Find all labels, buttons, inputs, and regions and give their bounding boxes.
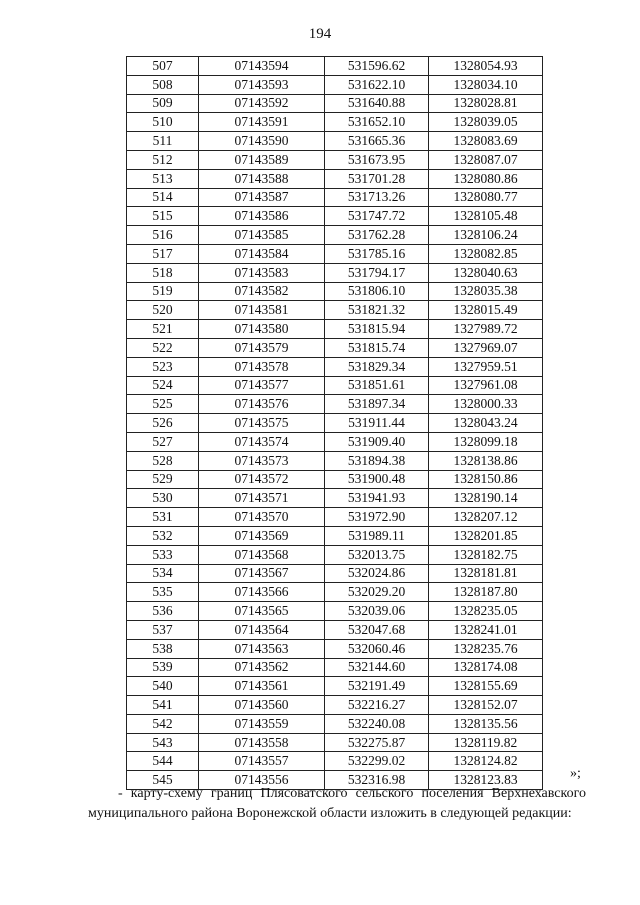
x-coordinate-cell: 531640.88 [325, 94, 429, 113]
point-number-cell: 521 [127, 320, 199, 339]
table-row [127, 207, 543, 226]
x-coordinate-cell: 531794.17 [325, 263, 429, 282]
x-coordinate-cell: 531829.34 [325, 357, 429, 376]
table-row [127, 414, 543, 433]
point-code-cell: 07143591 [199, 113, 325, 132]
point-code-cell: 07143587 [199, 188, 325, 207]
y-coordinate-cell: 1328207.12 [429, 508, 543, 527]
point-code-cell: 07143568 [199, 545, 325, 564]
point-number-cell: 532 [127, 526, 199, 545]
coordinates-table [126, 56, 543, 790]
point-number-cell: 543 [127, 733, 199, 752]
x-coordinate-cell: 532216.27 [325, 696, 429, 715]
point-code-cell: 07143564 [199, 620, 325, 639]
point-number-cell: 527 [127, 432, 199, 451]
x-coordinate-cell: 532060.46 [325, 639, 429, 658]
point-code-cell: 07143566 [199, 583, 325, 602]
point-code-cell: 07143560 [199, 696, 325, 715]
point-code-cell: 07143557 [199, 752, 325, 771]
point-code-cell: 07143592 [199, 94, 325, 113]
point-number-cell: 533 [127, 545, 199, 564]
table-row [127, 583, 543, 602]
point-number-cell: 524 [127, 376, 199, 395]
y-coordinate-cell: 1328119.82 [429, 733, 543, 752]
x-coordinate-cell: 532029.20 [325, 583, 429, 602]
point-number-cell: 539 [127, 658, 199, 677]
table-row [127, 113, 543, 132]
table-row [127, 677, 543, 696]
y-coordinate-cell: 1327989.72 [429, 320, 543, 339]
point-number-cell: 525 [127, 395, 199, 414]
y-coordinate-cell: 1328106.24 [429, 226, 543, 245]
x-coordinate-cell: 531596.62 [325, 57, 429, 76]
x-coordinate-cell: 531652.10 [325, 113, 429, 132]
x-coordinate-cell: 531909.40 [325, 432, 429, 451]
point-code-cell: 07143563 [199, 639, 325, 658]
point-code-cell: 07143589 [199, 150, 325, 169]
table-row [127, 620, 543, 639]
table-row [127, 508, 543, 527]
point-number-cell: 534 [127, 564, 199, 583]
point-number-cell: 535 [127, 583, 199, 602]
y-coordinate-cell: 1328190.14 [429, 489, 543, 508]
point-number-cell: 520 [127, 301, 199, 320]
y-coordinate-cell: 1328082.85 [429, 244, 543, 263]
x-coordinate-cell: 531989.11 [325, 526, 429, 545]
table-row [127, 470, 543, 489]
point-number-cell: 512 [127, 150, 199, 169]
x-coordinate-cell: 532047.68 [325, 620, 429, 639]
point-code-cell: 07143577 [199, 376, 325, 395]
y-coordinate-cell: 1328187.80 [429, 583, 543, 602]
x-coordinate-cell: 532013.75 [325, 545, 429, 564]
table-row [127, 752, 543, 771]
point-number-cell: 522 [127, 338, 199, 357]
y-coordinate-cell: 1328039.05 [429, 113, 543, 132]
table-row [127, 357, 543, 376]
point-number-cell: 541 [127, 696, 199, 715]
y-coordinate-cell: 1328150.86 [429, 470, 543, 489]
point-number-cell: 519 [127, 282, 199, 301]
x-coordinate-cell: 532039.06 [325, 602, 429, 621]
y-coordinate-cell: 1328000.33 [429, 395, 543, 414]
y-coordinate-cell: 1328235.05 [429, 602, 543, 621]
point-code-cell: 07143558 [199, 733, 325, 752]
x-coordinate-cell: 531622.10 [325, 75, 429, 94]
y-coordinate-cell: 1328080.77 [429, 188, 543, 207]
y-coordinate-cell: 1327961.08 [429, 376, 543, 395]
table-row [127, 226, 543, 245]
point-code-cell: 07143579 [199, 338, 325, 357]
point-code-cell: 07143572 [199, 470, 325, 489]
table-row [127, 150, 543, 169]
coordinates-table-body [127, 57, 543, 790]
x-coordinate-cell: 531701.28 [325, 169, 429, 188]
y-coordinate-cell: 1328087.07 [429, 150, 543, 169]
table-row [127, 696, 543, 715]
table-row [127, 338, 543, 357]
point-code-cell: 07143585 [199, 226, 325, 245]
y-coordinate-cell: 1327959.51 [429, 357, 543, 376]
table-row [127, 188, 543, 207]
table-row [127, 282, 543, 301]
point-number-cell: 526 [127, 414, 199, 433]
point-number-cell: 513 [127, 169, 199, 188]
table-row [127, 714, 543, 733]
point-code-cell: 07143573 [199, 451, 325, 470]
x-coordinate-cell: 532191.49 [325, 677, 429, 696]
point-code-cell: 07143588 [199, 169, 325, 188]
point-number-cell: 529 [127, 470, 199, 489]
point-number-cell: 507 [127, 57, 199, 76]
y-coordinate-cell: 1328083.69 [429, 132, 543, 151]
point-code-cell: 07143582 [199, 282, 325, 301]
table-row [127, 132, 543, 151]
x-coordinate-cell: 531785.16 [325, 244, 429, 263]
table-row [127, 301, 543, 320]
table-row [127, 320, 543, 339]
point-number-cell: 523 [127, 357, 199, 376]
y-coordinate-cell: 1328155.69 [429, 677, 543, 696]
table-row [127, 526, 543, 545]
y-coordinate-cell: 1328015.49 [429, 301, 543, 320]
point-number-cell: 545 [127, 771, 199, 790]
point-number-cell: 528 [127, 451, 199, 470]
point-code-cell: 07143561 [199, 677, 325, 696]
point-number-cell: 537 [127, 620, 199, 639]
x-coordinate-cell: 532299.02 [325, 752, 429, 771]
point-code-cell: 07143583 [199, 263, 325, 282]
table-row [127, 545, 543, 564]
closing-quote-mark: »; [570, 766, 581, 781]
y-coordinate-cell: 1328028.81 [429, 94, 543, 113]
y-coordinate-cell: 1328235.76 [429, 639, 543, 658]
x-coordinate-cell: 531673.95 [325, 150, 429, 169]
x-coordinate-cell: 531894.38 [325, 451, 429, 470]
x-coordinate-cell: 531941.93 [325, 489, 429, 508]
point-code-cell: 07143575 [199, 414, 325, 433]
x-coordinate-cell: 532240.08 [325, 714, 429, 733]
point-code-cell: 07143565 [199, 602, 325, 621]
x-coordinate-cell: 531815.74 [325, 338, 429, 357]
point-code-cell: 07143581 [199, 301, 325, 320]
table-row [127, 489, 543, 508]
point-code-cell: 07143580 [199, 320, 325, 339]
table-row [127, 263, 543, 282]
body-paragraph [88, 784, 586, 824]
y-coordinate-cell: 1328174.08 [429, 658, 543, 677]
point-code-cell: 07143586 [199, 207, 325, 226]
y-coordinate-cell: 1328105.48 [429, 207, 543, 226]
point-number-cell: 515 [127, 207, 199, 226]
point-number-cell: 508 [127, 75, 199, 94]
table-row [127, 75, 543, 94]
y-coordinate-cell: 1328035.38 [429, 282, 543, 301]
page-number: 194 [308, 26, 332, 42]
x-coordinate-cell: 532275.87 [325, 733, 429, 752]
point-code-cell: 07143578 [199, 357, 325, 376]
point-number-cell: 518 [127, 263, 199, 282]
x-coordinate-cell: 531713.26 [325, 188, 429, 207]
point-number-cell: 544 [127, 752, 199, 771]
table-row [127, 602, 543, 621]
point-code-cell: 07143576 [199, 395, 325, 414]
point-number-cell: 540 [127, 677, 199, 696]
y-coordinate-cell: 1328152.07 [429, 696, 543, 715]
x-coordinate-cell: 532144.60 [325, 658, 429, 677]
point-number-cell: 511 [127, 132, 199, 151]
y-coordinate-cell: 1328124.82 [429, 752, 543, 771]
table-row [127, 94, 543, 113]
table-row [127, 244, 543, 263]
point-code-cell: 07143567 [199, 564, 325, 583]
point-number-cell: 517 [127, 244, 199, 263]
point-number-cell: 538 [127, 639, 199, 658]
y-coordinate-cell: 1328054.93 [429, 57, 543, 76]
table-row [127, 733, 543, 752]
x-coordinate-cell: 531900.48 [325, 470, 429, 489]
y-coordinate-cell: 1328080.86 [429, 169, 543, 188]
point-number-cell: 510 [127, 113, 199, 132]
point-code-cell: 07143570 [199, 508, 325, 527]
point-code-cell: 07143556 [199, 771, 325, 790]
point-code-cell: 07143590 [199, 132, 325, 151]
table-row [127, 395, 543, 414]
point-code-cell: 07143562 [199, 658, 325, 677]
y-coordinate-cell: 1328135.56 [429, 714, 543, 733]
point-number-cell: 516 [127, 226, 199, 245]
point-code-cell: 07143584 [199, 244, 325, 263]
point-code-cell: 07143571 [199, 489, 325, 508]
y-coordinate-cell: 1328181.81 [429, 564, 543, 583]
y-coordinate-cell: 1328138.86 [429, 451, 543, 470]
x-coordinate-cell: 532316.98 [325, 771, 429, 790]
table-row [127, 658, 543, 677]
x-coordinate-cell: 531806.10 [325, 282, 429, 301]
y-coordinate-cell: 1328034.10 [429, 75, 543, 94]
x-coordinate-cell: 531972.90 [325, 508, 429, 527]
x-coordinate-cell: 531815.94 [325, 320, 429, 339]
table-row [127, 169, 543, 188]
point-code-cell: 07143559 [199, 714, 325, 733]
point-number-cell: 514 [127, 188, 199, 207]
x-coordinate-cell: 531762.28 [325, 226, 429, 245]
y-coordinate-cell: 1328040.63 [429, 263, 543, 282]
point-code-cell: 07143594 [199, 57, 325, 76]
table-row [127, 564, 543, 583]
x-coordinate-cell: 531897.34 [325, 395, 429, 414]
y-coordinate-cell: 1328123.83 [429, 771, 543, 790]
table-row [127, 57, 543, 76]
x-coordinate-cell: 531821.32 [325, 301, 429, 320]
y-coordinate-cell: 1328099.18 [429, 432, 543, 451]
body-paragraph-text: - карту-схему границ Плясоватского сельского поселения Верхнехавского муниципального района Воронежской области изложить в следующей редакции: [88, 786, 586, 821]
x-coordinate-cell: 531911.44 [325, 414, 429, 433]
point-code-cell: 07143574 [199, 432, 325, 451]
y-coordinate-cell: 1328241.01 [429, 620, 543, 639]
point-code-cell: 07143569 [199, 526, 325, 545]
table-row [127, 432, 543, 451]
table-row [127, 376, 543, 395]
y-coordinate-cell: 1328201.85 [429, 526, 543, 545]
point-number-cell: 542 [127, 714, 199, 733]
x-coordinate-cell: 531665.36 [325, 132, 429, 151]
point-number-cell: 536 [127, 602, 199, 621]
table-row [127, 639, 543, 658]
point-code-cell: 07143593 [199, 75, 325, 94]
y-coordinate-cell: 1327969.07 [429, 338, 543, 357]
point-number-cell: 531 [127, 508, 199, 527]
y-coordinate-cell: 1328182.75 [429, 545, 543, 564]
y-coordinate-cell: 1328043.24 [429, 414, 543, 433]
table-row [127, 451, 543, 470]
point-number-cell: 530 [127, 489, 199, 508]
x-coordinate-cell: 532024.86 [325, 564, 429, 583]
x-coordinate-cell: 531851.61 [325, 376, 429, 395]
point-number-cell: 509 [127, 94, 199, 113]
x-coordinate-cell: 531747.72 [325, 207, 429, 226]
